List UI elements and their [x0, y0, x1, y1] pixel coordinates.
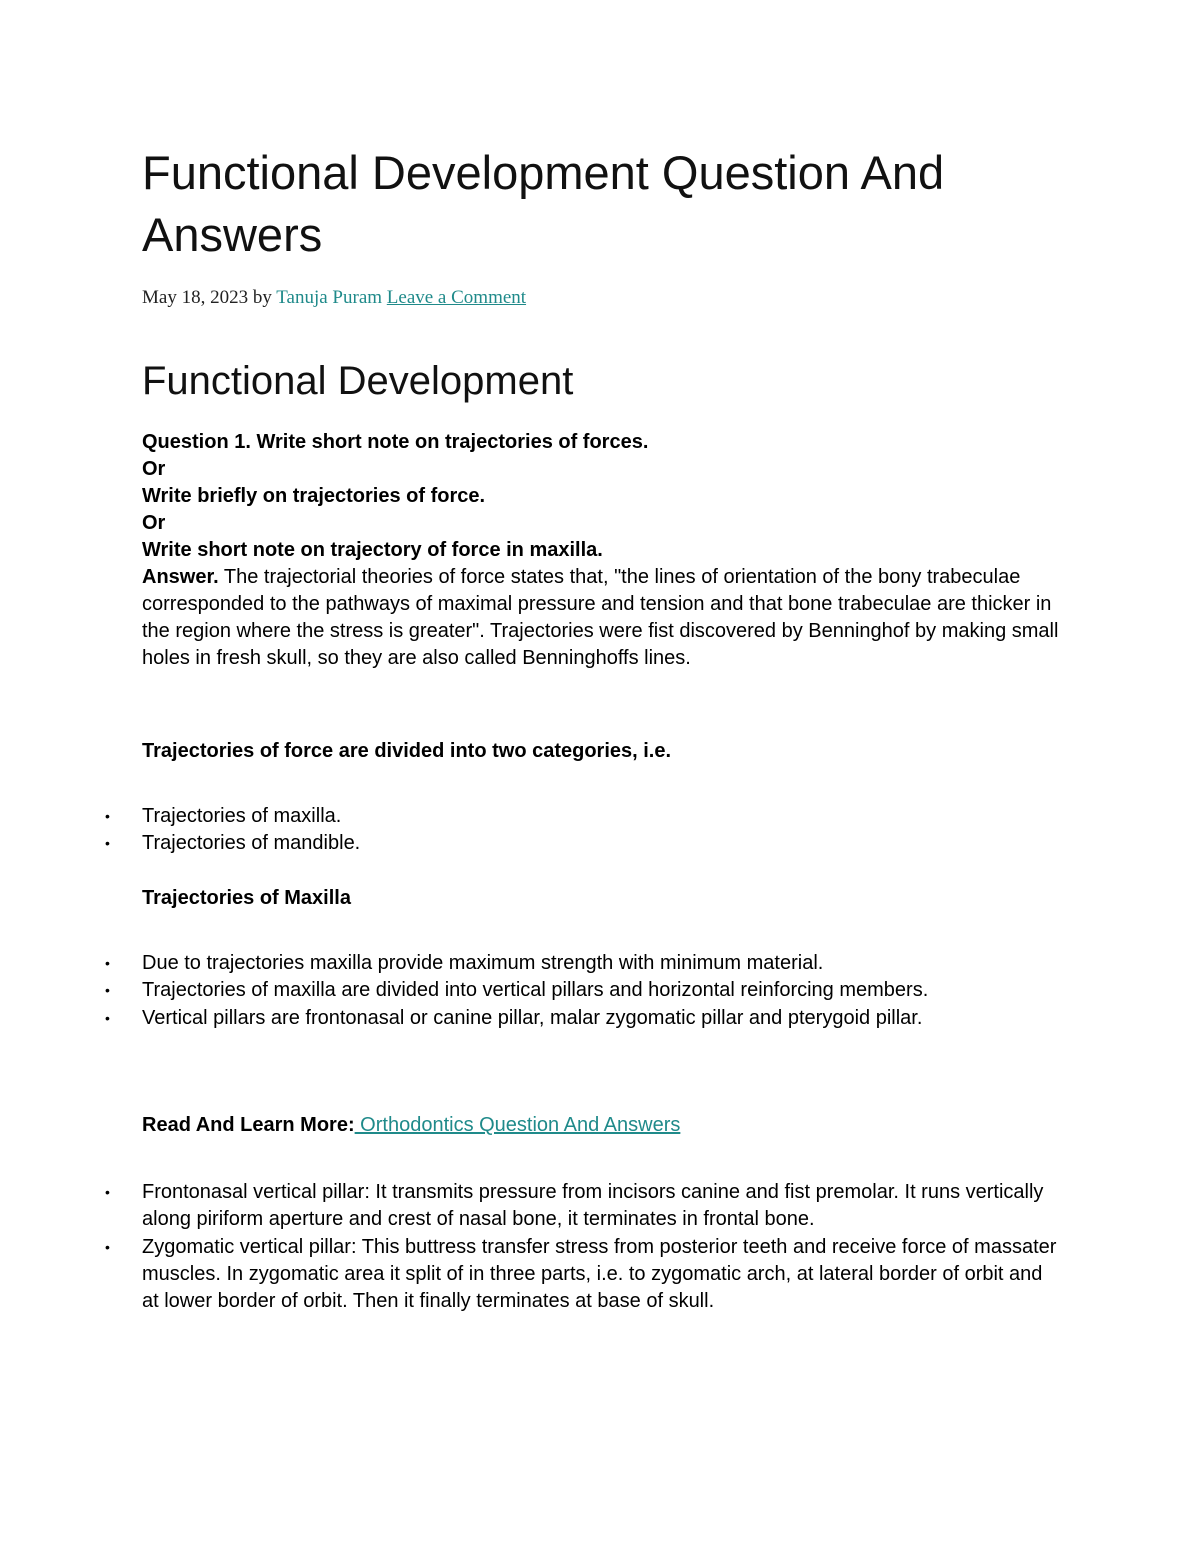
- categories-list: [105, 803, 1062, 858]
- question-or-2: Or: [142, 512, 166, 534]
- pillar-list: [105, 1179, 1062, 1315]
- post-date: May 18, 2023: [142, 287, 249, 308]
- section-title: Functional Development: [142, 359, 574, 403]
- list-item: • Vertical pillars are frontonasal or canine pillar, malar zygomatic pillar and pterygoid pillar.: [142, 1005, 1062, 1032]
- answer-label: Answer.: [142, 566, 219, 588]
- maxilla-heading: Trajectories of Maxilla: [142, 887, 351, 909]
- answer-text: The trajectorial theories of force states that, "the lines of orientation of the bony trabeculae corresponded to the pathways of maximal pressure and tension and that bone trabeculae are thicker in the region where the stress is greater". Trajectories were fist discovered by Benninghof by making small holes in fresh skull, so they are also called Benninghoffs lines.: [142, 566, 1059, 669]
- bullet-icon: •: [105, 835, 110, 852]
- author-link[interactable]: Tanuja Puram: [276, 287, 383, 308]
- maxilla-list: [105, 950, 1062, 1032]
- bullet-icon: •: [105, 982, 110, 999]
- categories-heading: Trajectories of force are divided into two categories, i.e.: [142, 740, 672, 762]
- question-line-2: Write briefly on trajectories of force.: [142, 485, 486, 507]
- bullet-icon: •: [105, 808, 110, 824]
- list-item: • Zygomatic vertical pillar: This buttress transfer stress from posterior teeth and receive force of massater muscles. In zygomatic area it split of in three parts, i.e. to zygomatic arch, at lateral border of orbit and at lower border of orbit. Then it finally terminates at base of skull.: [105, 1235, 1057, 1313]
- list-item: • Frontonasal vertical pillar: It transmits pressure from incisors canine and fist premolar. It runs vertically along piriform aperture and crest of nasal bone, it terminates in frontal bone.: [105, 1181, 1044, 1231]
- post-by: by: [252, 287, 272, 308]
- list-item: • Trajectories of mandible.: [142, 830, 1062, 857]
- read-more-label: Read And Learn More:: [142, 1114, 355, 1136]
- leave-comment-link[interactable]: Leave a Comment: [386, 287, 527, 308]
- bullet-icon: •: [105, 1009, 110, 1026]
- question-or-1: Or: [142, 458, 166, 480]
- read-more: [142, 1112, 680, 1139]
- question-block: [142, 429, 1062, 672]
- post-meta: [142, 285, 526, 311]
- question-line-1: Question 1. Write short note on trajectories of forces.: [142, 431, 649, 453]
- list-item: • Trajectories of maxilla.: [142, 803, 1062, 830]
- bullet-icon: •: [105, 955, 110, 971]
- bullet-icon: •: [105, 1184, 110, 1200]
- list-item: • Due to trajectories maxilla provide maximum strength with minimum material.: [142, 950, 1062, 977]
- question-line-3: Write short note on trajectory of force in maxilla.: [142, 539, 603, 561]
- orthodontics-link[interactable]: Orthodontics Question And Answers: [354, 1114, 681, 1136]
- list-item: • Trajectories of maxilla are divided into vertical pillars and horizontal reinforcing members.: [142, 977, 1062, 1004]
- page-title: Functional Development Question And Answers: [142, 146, 945, 261]
- bullet-icon: •: [105, 1238, 110, 1255]
